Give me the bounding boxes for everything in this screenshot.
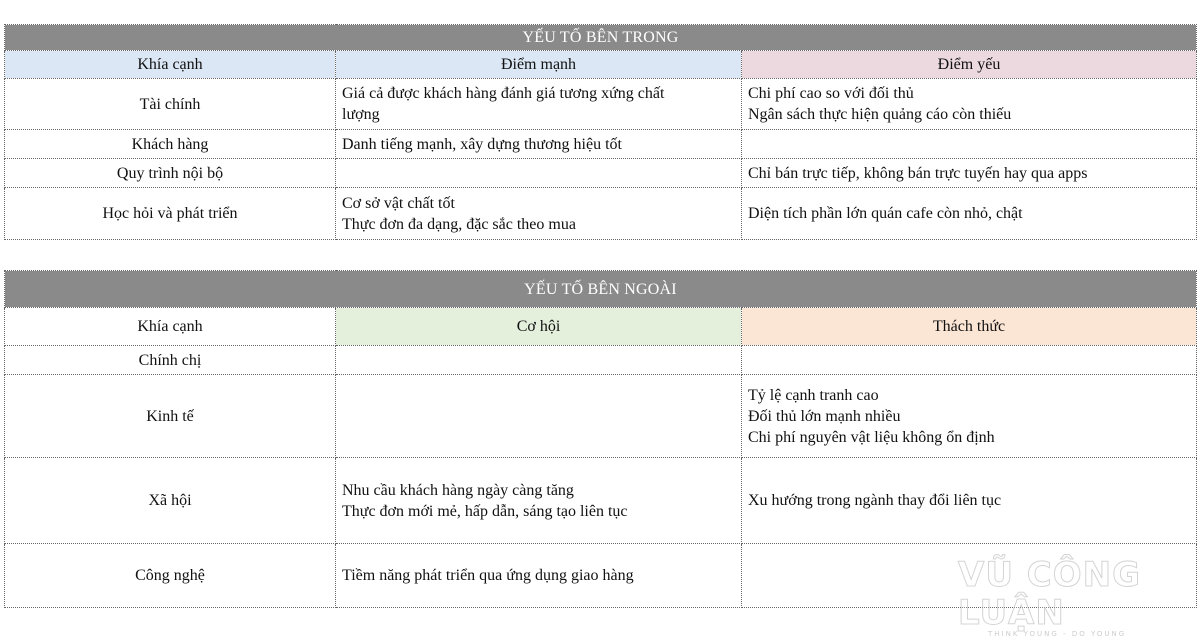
threats-cell bbox=[742, 458, 1197, 544]
cell-line: Đối thủ lớn mạnh nhiều bbox=[748, 407, 901, 425]
threats-cell bbox=[742, 375, 1197, 458]
strengths-cell bbox=[336, 130, 742, 159]
cell-line: Tiềm năng phát triển qua ứng dụng giao hàng bbox=[342, 567, 634, 584]
cell-line: Chi phí nguyên vật liệu không ổn định bbox=[748, 428, 995, 446]
table-row bbox=[5, 188, 1197, 240]
watermark-text: VŨ CÔNG LUẬN bbox=[958, 555, 1141, 633]
aspect-cell: Tài chính bbox=[5, 79, 336, 130]
cell-line: Giá cả được khách hàng đánh giá tương xứng chất bbox=[342, 85, 665, 102]
cell-line: Cơ sở vật chất tốt bbox=[342, 194, 455, 212]
table-row bbox=[5, 458, 1197, 544]
header-strengths: Điểm mạnh bbox=[336, 51, 742, 79]
threats-cell bbox=[742, 346, 1197, 375]
opportunities-cell bbox=[336, 458, 742, 544]
internal-header-row bbox=[5, 51, 1197, 79]
watermark-tagline: THINK YOUNG - DO YOUNG bbox=[988, 630, 1127, 638]
opportunities-cell bbox=[336, 346, 742, 375]
weaknesses-cell bbox=[742, 159, 1197, 188]
weaknesses-cell bbox=[742, 130, 1197, 159]
strengths-cell bbox=[336, 159, 742, 188]
table-row bbox=[5, 79, 1197, 130]
cell-line: Nhu cầu khách hàng ngày càng tăng bbox=[342, 481, 574, 499]
cell-line: Danh tiếng mạnh, xây dựng thương hiệu tốt bbox=[342, 135, 622, 153]
aspect-cell: Xã hội bbox=[5, 458, 336, 544]
external-title: YẾU TỐ BÊN NGOÀI bbox=[5, 271, 1197, 308]
header-threats: Thách thức bbox=[742, 308, 1197, 346]
header-weaknesses: Điểm yếu bbox=[742, 51, 1197, 79]
internal-title: YẾU TỐ BÊN TRONG bbox=[5, 25, 1197, 51]
external-header-row bbox=[5, 308, 1197, 346]
opportunities-cell bbox=[336, 544, 742, 608]
aspect-cell: Kinh tế bbox=[5, 375, 336, 458]
table-row bbox=[5, 375, 1197, 458]
aspect-cell: Khách hàng bbox=[5, 130, 336, 159]
cell-line: Thực đơn mới mẻ, hấp dẫn, sáng tạo liên tục bbox=[342, 502, 628, 520]
cell-line: Thực đơn đa dạng, đặc sắc theo mua bbox=[342, 215, 576, 233]
header-opportunities: Cơ hội bbox=[336, 308, 742, 346]
strengths-cell bbox=[336, 79, 742, 130]
weaknesses-cell bbox=[742, 188, 1197, 240]
cell-line: lượng bbox=[342, 106, 380, 123]
external-banner-row bbox=[5, 271, 1197, 308]
cell-line: Diện tích phần lớn quán cafe còn nhỏ, chật bbox=[748, 205, 1023, 222]
header-aspect: Khía cạnh bbox=[5, 51, 336, 79]
cell-line: Tỷ lệ cạnh tranh cao bbox=[748, 386, 879, 404]
table-row bbox=[5, 346, 1197, 375]
cell-line: Ngân sách thực hiện quảng cáo còn thiếu bbox=[748, 106, 1012, 123]
threats-cell bbox=[742, 544, 1197, 608]
header-aspect: Khía cạnh bbox=[5, 308, 336, 346]
aspect-cell: Học hỏi và phát triển bbox=[5, 188, 336, 240]
opportunities-cell bbox=[336, 375, 742, 458]
cell-line: Chỉ bán trực tiếp, không bán trực tuyến hay qua apps bbox=[748, 164, 1088, 182]
weaknesses-cell bbox=[742, 79, 1197, 130]
aspect-cell: Công nghệ bbox=[5, 544, 336, 608]
cell-line: Chi phí cao so với đối thủ bbox=[748, 85, 914, 102]
aspect-cell: Chính chị bbox=[5, 346, 336, 375]
aspect-cell: Quy trình nội bộ bbox=[5, 159, 336, 188]
table-row bbox=[5, 159, 1197, 188]
cell-line: Xu hướng trong ngành thay đổi liên tục bbox=[748, 492, 1002, 509]
internal-factors-table bbox=[4, 24, 1197, 240]
strengths-cell bbox=[336, 188, 742, 240]
table-row bbox=[5, 544, 1197, 608]
internal-banner-row bbox=[5, 25, 1197, 51]
table-row bbox=[5, 130, 1197, 159]
external-factors-table bbox=[4, 270, 1197, 608]
